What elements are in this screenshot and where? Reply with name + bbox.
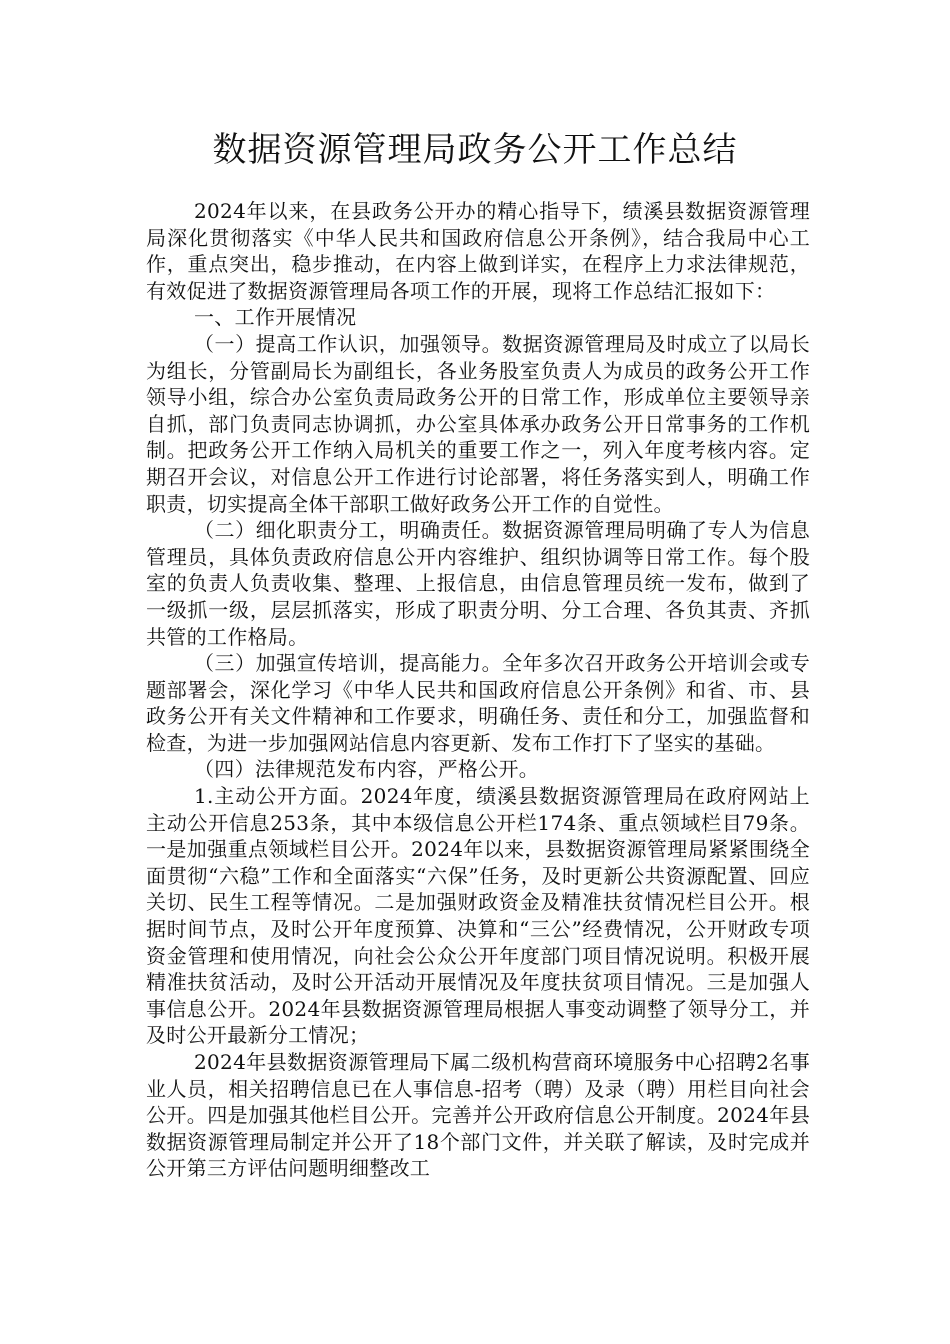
document-title: 数据资源管理局政务公开工作总结 bbox=[212, 130, 738, 170]
paragraph-item-2: （二）细化职责分工，明确责任。数据资源管理局明确了专人为信息管理员，具体负责政府信息公开内容维护、组织协调等日常工作。每个股室的负责人负责收集、整理、上报信息，由信息管理员统一发布，做到了一级抓一级，层层抓落实，形成了职责分明、分工合理、各负其责、齐抓共管的工作格局。 bbox=[146, 518, 810, 649]
paragraph-item-3: （三）加强宣传培训，提高能力。全年多次召开政务公开培训会或专题部署会，深化学习《中华人民共和国政府信息公开条例》和省、市、县政务公开有关文件精神和工作要求，明确任务、责任和分工，加强监督和检查，为进一步加强网站信息内容更新、发布工作打下了坚实的基础。 bbox=[146, 651, 810, 755]
paragraph-recruitment: 2024年县数据资源管理局下属二级机构营商环境服务中心招聘2名事业人员，相关招聘信息已在人事信息-招考（聘）及录（聘）用栏目向社会公开。四是加强其他栏目公开。完善并公开政府信息公开制度。2024年县数据资源管理局制定并公开了18个部门文件，并关联了解读，及时完成并公开第三方评估问题明细整改工 bbox=[146, 1050, 810, 1181]
document-body bbox=[146, 198, 810, 1182]
section-heading: 一、工作开展情况 bbox=[194, 305, 357, 330]
paragraph-intro: 2024年以来，在县政务公开办的精心指导下，绩溪县数据资源管理局深化贯彻落实《中华人民共和国政府信息公开条例》，结合我局中心工作，重点突出，稳步推动，在内容上做到详实，在程序上力求法律规范，有效促进了数据资源管理局各项工作的开展，现将工作总结汇报如下： bbox=[146, 199, 810, 303]
paragraph-proactive-disclosure: 1.主动公开方面。2024年度，绩溪县数据资源管理局在政府网站上主动公开信息253条，其中本级信息公开栏174条、重点领域栏目79条。一是加强重点领域栏目公开。2024年以来，县数据资源管理局紧紧围绕全面贯彻“六稳”工作和全面落实“六保”任务，及时更新公共资源配置、回应关切、民生工程等情况。二是加强财政资金及精准扶贫情况栏目公开。根据时间节点，及时公开年度预算、决算和“三公”经费情况，公开财政专项资金管理和使用情况，向社会公众公开年度部门项目情况说明。积极开展精准扶贫活动，及时公开活动开展情况及年度扶贫项目情况。三是加强人事信息公开。2024年县数据资源管理局根据人事变动调整了领导分工，并及时公开最新分工情况； bbox=[146, 784, 810, 1048]
paragraph-item-1: （一）提高工作认识，加强领导。数据资源管理局及时成立了以局长为组长，分管副局长为副组长，各业务股室负责人为成员的政务公开工作领导小组，综合办公室负责局政务公开的日常工作，形成单位主要领导亲自抓，部门负责同志协调抓，办公室具体承办政务公开日常事务的工作机制。把政务公开工作纳入局机关的重要工作之一，列入年度考核内容。定期召开会议，对信息公开工作进行讨论部署，将任务落实到人，明确工作职责，切实提高全体干部职工做好政务公开工作的自觉性。 bbox=[146, 331, 810, 516]
paragraph-item-4: （四）法律规范发布内容，严格公开。 bbox=[194, 757, 540, 782]
